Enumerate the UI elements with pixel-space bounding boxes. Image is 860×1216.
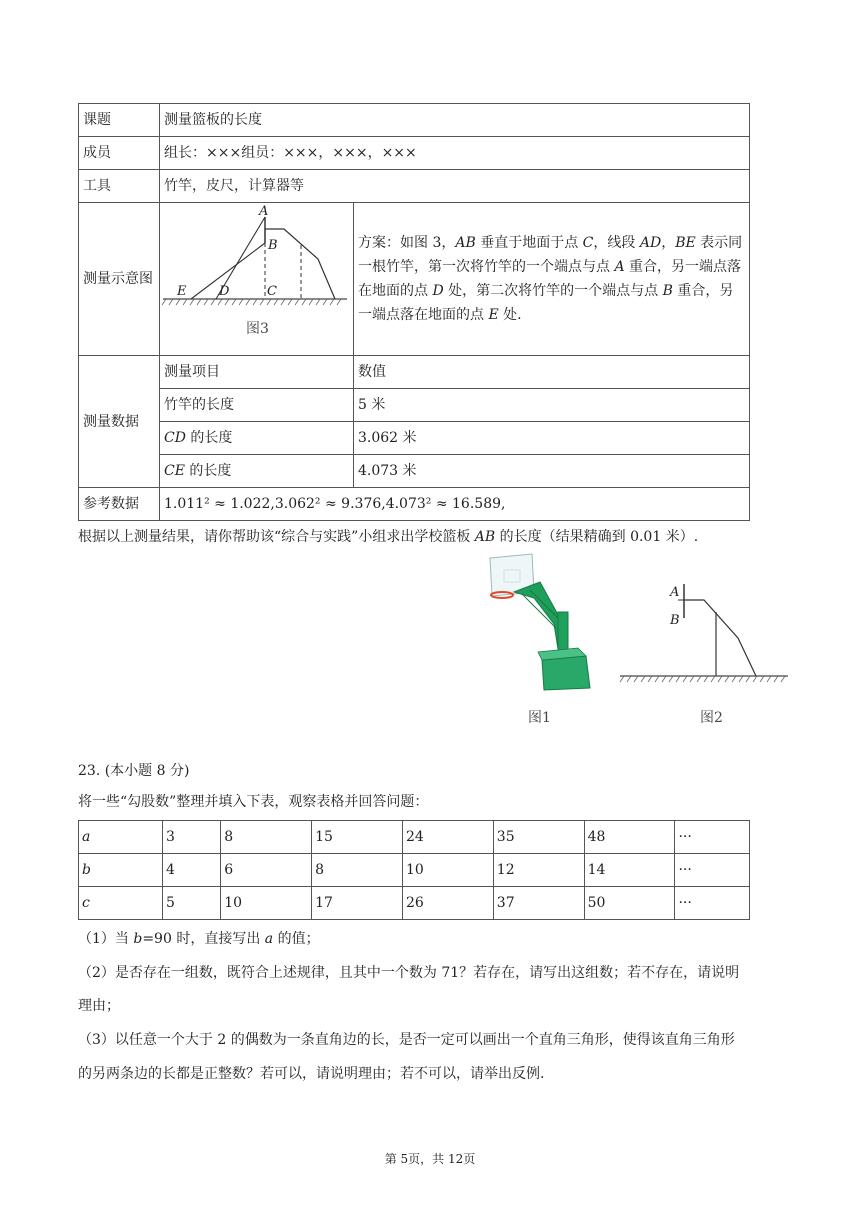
figure-2-diagram — [616, 578, 792, 728]
label-cell: 测量数据 — [79, 356, 160, 488]
plan-text: 处. — [498, 307, 522, 323]
plan-text: ， — [661, 235, 676, 251]
row-head: c — [79, 887, 163, 920]
figure-caption: 图3 — [246, 321, 269, 337]
table-cell: 14 — [584, 854, 675, 887]
var-a: A — [614, 259, 625, 275]
table-cell: 8 — [221, 821, 312, 854]
part-text: （1）当 — [78, 931, 134, 947]
var-cd: CD — [164, 430, 186, 446]
plan-text: ，线段 — [593, 235, 640, 251]
measurement-table — [78, 103, 750, 521]
item-text: 的长度 — [184, 463, 232, 479]
table-row — [79, 854, 750, 887]
question-text: 根据以上测量结果，请你帮助该“综合与实践”小组求出学校篮板 — [78, 529, 475, 545]
table-row — [79, 104, 750, 137]
row-head: b — [79, 854, 163, 887]
question-23-title: 23. (本小题 8 分) — [78, 763, 190, 779]
table-row — [79, 389, 750, 422]
table-cell: 24 — [402, 821, 493, 854]
figure-3-diagram — [160, 203, 350, 347]
part-text: 的值； — [273, 931, 320, 947]
figure-cell — [160, 203, 354, 356]
table-cell: 12 — [493, 854, 584, 887]
table-row — [79, 170, 750, 203]
question-23-part-3-line-2: 的另两条边的长都是正整数？若可以，请说明理由；若不可以，请举出反例. — [78, 1066, 545, 1082]
question-text: 的长度（结果精确到 0.01 米）. — [495, 529, 699, 545]
question-23-part-2-line-2: 理由； — [78, 998, 120, 1014]
var-ce: CE — [164, 463, 185, 479]
plan-text: 表示同一根竹竿，第一次将竹竿的一个端点与点 — [358, 235, 743, 275]
label-cell: 工具 — [79, 170, 160, 203]
plan-text: 重合，另一端点落在地面的点 — [358, 259, 742, 299]
label-cell: 参考数据 — [79, 488, 160, 521]
question-23-part-1 — [78, 928, 320, 950]
value-cell: 竹竿，皮尺，计算器等 — [160, 170, 750, 203]
table-row — [79, 356, 750, 389]
question-line — [78, 526, 698, 548]
question-23-part-3-line-1: （3）以任意一个大于 2 的偶数为一条直角边的长，是否一定可以画出一个直角三角形，使得该直角三角形 — [78, 1032, 735, 1048]
figure-1-basketball-stand — [482, 552, 602, 732]
item-text: 的长度 — [185, 430, 233, 446]
var-ab: AB — [455, 235, 476, 251]
page-footer: 第 5页，共 12页 — [384, 1152, 476, 1166]
table-cell: 8 — [312, 854, 403, 887]
plan-text: 方案：如图 3， — [358, 235, 456, 251]
table-row — [79, 488, 750, 521]
table-row — [79, 422, 750, 455]
table-row — [79, 821, 750, 854]
var-e: E — [488, 307, 499, 323]
var-be: BE — [675, 235, 696, 251]
plan-text: 重合，另一端点落在地面的点 — [358, 283, 734, 323]
table-cell: 3 — [163, 821, 221, 854]
table-cell: ··· — [675, 887, 750, 920]
label-b: B — [670, 613, 680, 628]
table-cell: 6 — [221, 854, 312, 887]
item-cell — [160, 455, 354, 488]
table-cell: 10 — [221, 887, 312, 920]
var-c: C — [582, 235, 594, 251]
label-cell: 课题 — [79, 104, 160, 137]
question-23-intro: 将一些“勾股数”整理并填入下表，观察表格并回答问题： — [78, 794, 429, 810]
pythagorean-table — [78, 820, 750, 920]
table-cell: 17 — [312, 887, 403, 920]
header-cell: 数值 — [354, 356, 750, 389]
value-cell: 组长：×××组员：×××，×××，××× — [160, 137, 750, 170]
label-e: E — [177, 284, 187, 299]
var-b: b — [133, 931, 143, 947]
table-cell: ··· — [675, 821, 750, 854]
item-cell: 竹竿的长度 — [160, 389, 354, 422]
label-a: A — [670, 585, 680, 600]
label-cell: 成员 — [79, 137, 160, 170]
header-cell: 测量项目 — [160, 356, 354, 389]
value-cell: 4.073 米 — [354, 455, 750, 488]
label-c: C — [267, 284, 277, 299]
plan-text: 处，第二次将竹竿的一个端点与点 — [443, 283, 663, 299]
part-text: =90 时，直接写出 — [142, 931, 265, 947]
var-d: D — [432, 283, 444, 299]
figure-2-caption: 图2 — [700, 710, 723, 726]
var-a: a — [264, 931, 274, 947]
table-row — [79, 887, 750, 920]
reference-data: 1.011² ≈ 1.022,3.062² ≈ 9.376,4.073² ≈ 16.589, — [160, 488, 750, 521]
plan-description — [354, 203, 750, 356]
table-cell: 48 — [584, 821, 675, 854]
question-23-part-2-line-1: （2）是否存在一组数，既符合上述规律，且其中一个数为 71？若存在，请写出这组数；若不存在，请说明 — [78, 965, 740, 981]
table-cell: 37 — [493, 887, 584, 920]
value-cell: 5 米 — [354, 389, 750, 422]
table-cell: 35 — [493, 821, 584, 854]
table-cell: 50 — [584, 887, 675, 920]
table-cell: ··· — [675, 854, 750, 887]
item-cell — [160, 422, 354, 455]
label-cell: 测量示意图 — [79, 203, 160, 356]
var-b: B — [662, 283, 673, 299]
label-d: D — [219, 284, 230, 299]
table-row — [79, 203, 750, 356]
plan-text: 垂直于地面于点 — [475, 235, 583, 251]
table-cell: 26 — [402, 887, 493, 920]
row-head: a — [79, 821, 163, 854]
label-b: B — [268, 238, 278, 253]
table-cell: 4 — [163, 854, 221, 887]
table-row — [79, 137, 750, 170]
value-cell: 3.062 米 — [354, 422, 750, 455]
table-cell: 15 — [312, 821, 403, 854]
var-ad: AD — [639, 235, 662, 251]
table-row — [79, 455, 750, 488]
var-ab: AB — [474, 529, 496, 545]
value-cell: 测量篮板的长度 — [160, 104, 750, 137]
figure-1-caption: 图1 — [528, 710, 551, 726]
label-a: A — [259, 204, 269, 219]
table-cell: 5 — [163, 887, 221, 920]
table-cell: 10 — [402, 854, 493, 887]
